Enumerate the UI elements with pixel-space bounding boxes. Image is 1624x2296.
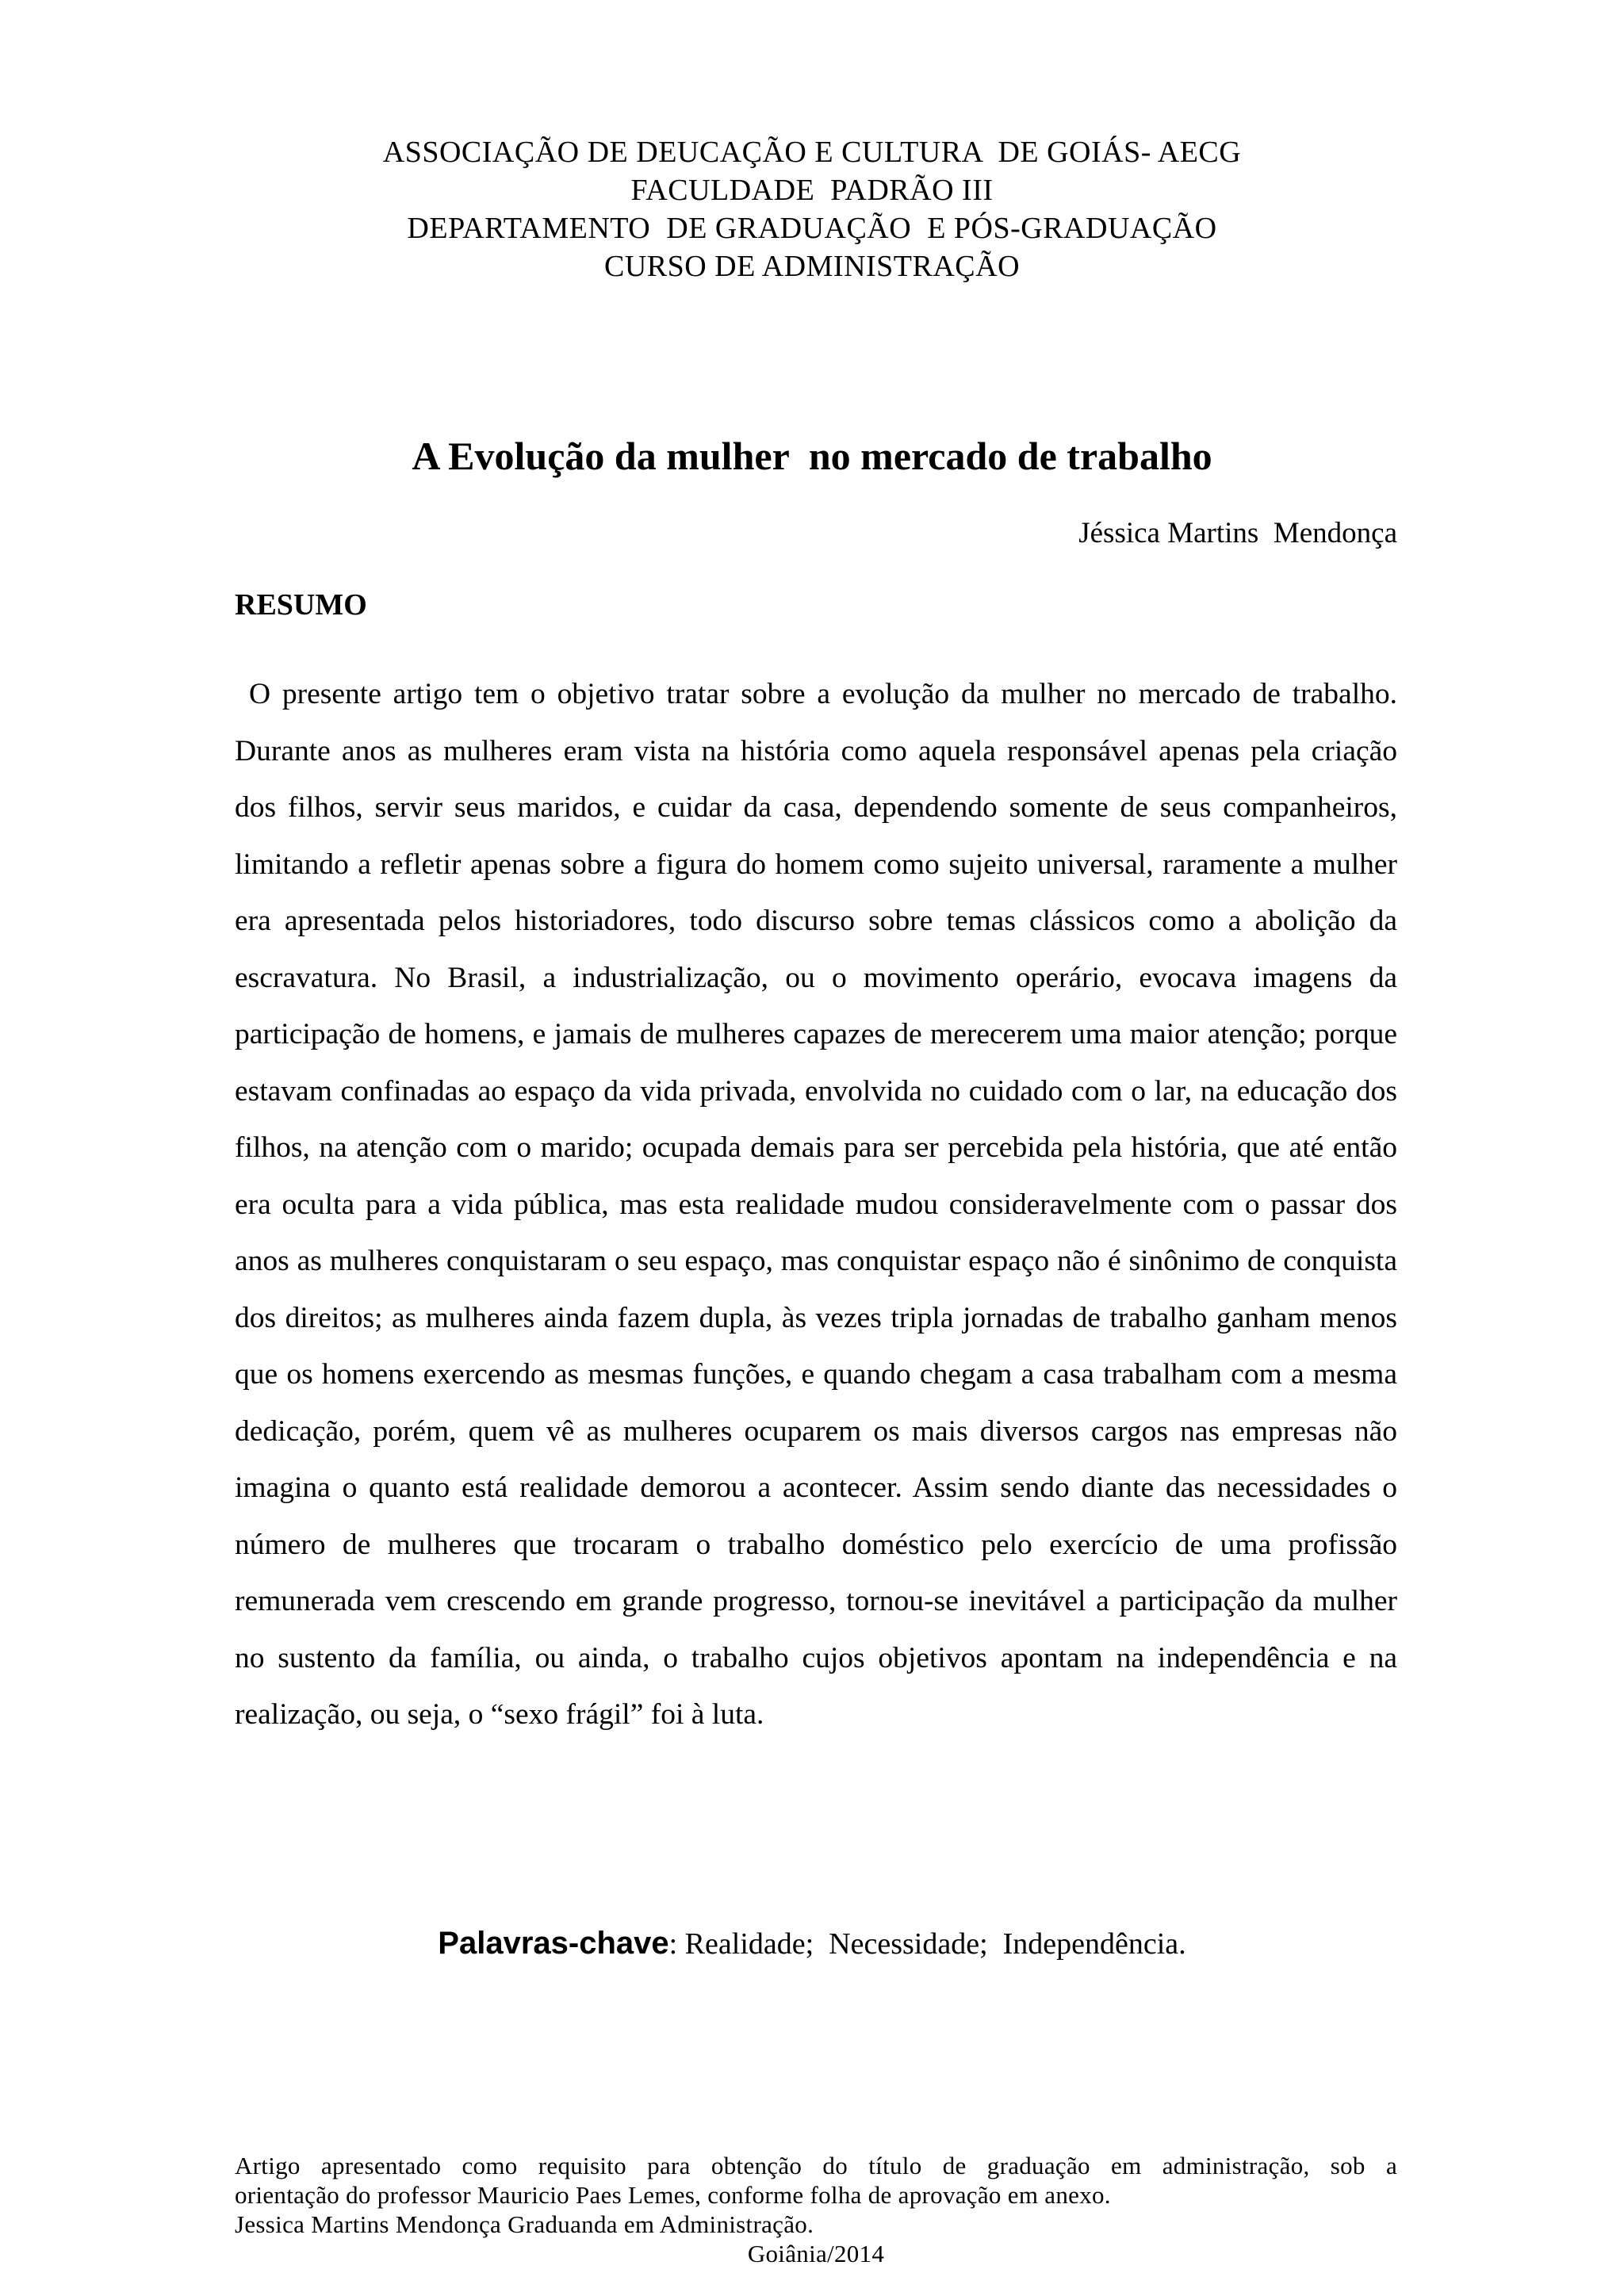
author-name: Jéssica Martins Mendonça (1078, 517, 1397, 549)
abstract-text: O presente artigo tem o objetivo tratar sobre a evolução da mulher no mercado de trabalho. Durante anos as mulheres eram vista na história como aquela responsável apenas pela criação dos filhos, servir seus maridos, e cuidar da casa, dependendo somente de seus companheiros, limitando a refletir apenas sobre a figura do homem como sujeito universal, raramente a mulher era apresentada pelos historiadores, todo discurso sobre temas clássicos como a abolição da escravatura. No Brasil, a industrialização, ou o movimento operário, evocava imagens da participação de homens, e jamais de mulheres capazes de merecerem uma maior atenção; porque estavam confinadas ao espaço da vida privada, envolvida no cuidado com o lar, na educação dos filhos, na atenção com o marido; ocupada demais para ser percebida pela história, que até então era oculta para a vida pública, mas esta realidade mudou consideravelmente com o passar dos anos as mulheres conquistaram o seu espaço, mas conquistar espaço não é sinônimo de conquista dos direitos; as mulheres ainda fazem dupla, às vezes tripla jornadas de trabalho ganham menos que os homens exercendo as mesmas funções, e quando chegam a casa trabalham com a mesma dedicação, porém, quem vê as mulheres ocuparem os mais diversos cargos nas empresas não imagina o quanto está realidade demorou a acontecer. Assim sendo diante das necessidades o número de mulheres que trocaram o trabalho doméstico pelo exercício de uma profissão remunerada vem crescendo em grande progresso, tornou-se inevitável a participação da mulher no sustento da família, ou ainda, o trabalho cujos objetivos apontam na independência e na realização, ou seja, o “sexo frágil” foi à luta. (235, 678, 1397, 1731)
footnote (235, 2151, 1397, 2268)
footnote-place-date: Goiânia/2014 (747, 2240, 885, 2267)
footnote-line-1: Artigo apresentado como requisito para obtenção do título de graduação em administração, sob a (235, 2152, 1397, 2179)
footnote-line-2: orientação do professor Mauricio Paes Lemes, conforme folha de aprovação em anexo. (235, 2181, 1111, 2209)
header-line-faculty: FACULDADE PADRÃO III (630, 174, 994, 207)
keywords-values: : Realidade; Necessidade; Independência. (668, 1927, 1186, 1961)
header-line-course: CURSO DE ADMINISTRAÇÃO (603, 250, 1021, 283)
footnote-line-3: Jessica Martins Mendonça Graduanda em Administração. (235, 2210, 814, 2238)
abstract-heading: RESUMO (235, 588, 367, 622)
keywords-line (0, 1921, 1624, 1966)
institution-header (0, 133, 1624, 285)
header-line-institution: ASSOCIAÇÃO DE DEUCAÇÃO E CULTURA DE GOIÁS- AECG (382, 136, 1242, 169)
article-title: A Evolução da mulher no mercado de trabalho (412, 434, 1212, 478)
header-line-department: DEPARTAMENTO DE GRADUAÇÃO E PÓS-GRADUAÇÃO (407, 212, 1217, 245)
keywords-label: Palavras-chave (438, 1926, 669, 1961)
